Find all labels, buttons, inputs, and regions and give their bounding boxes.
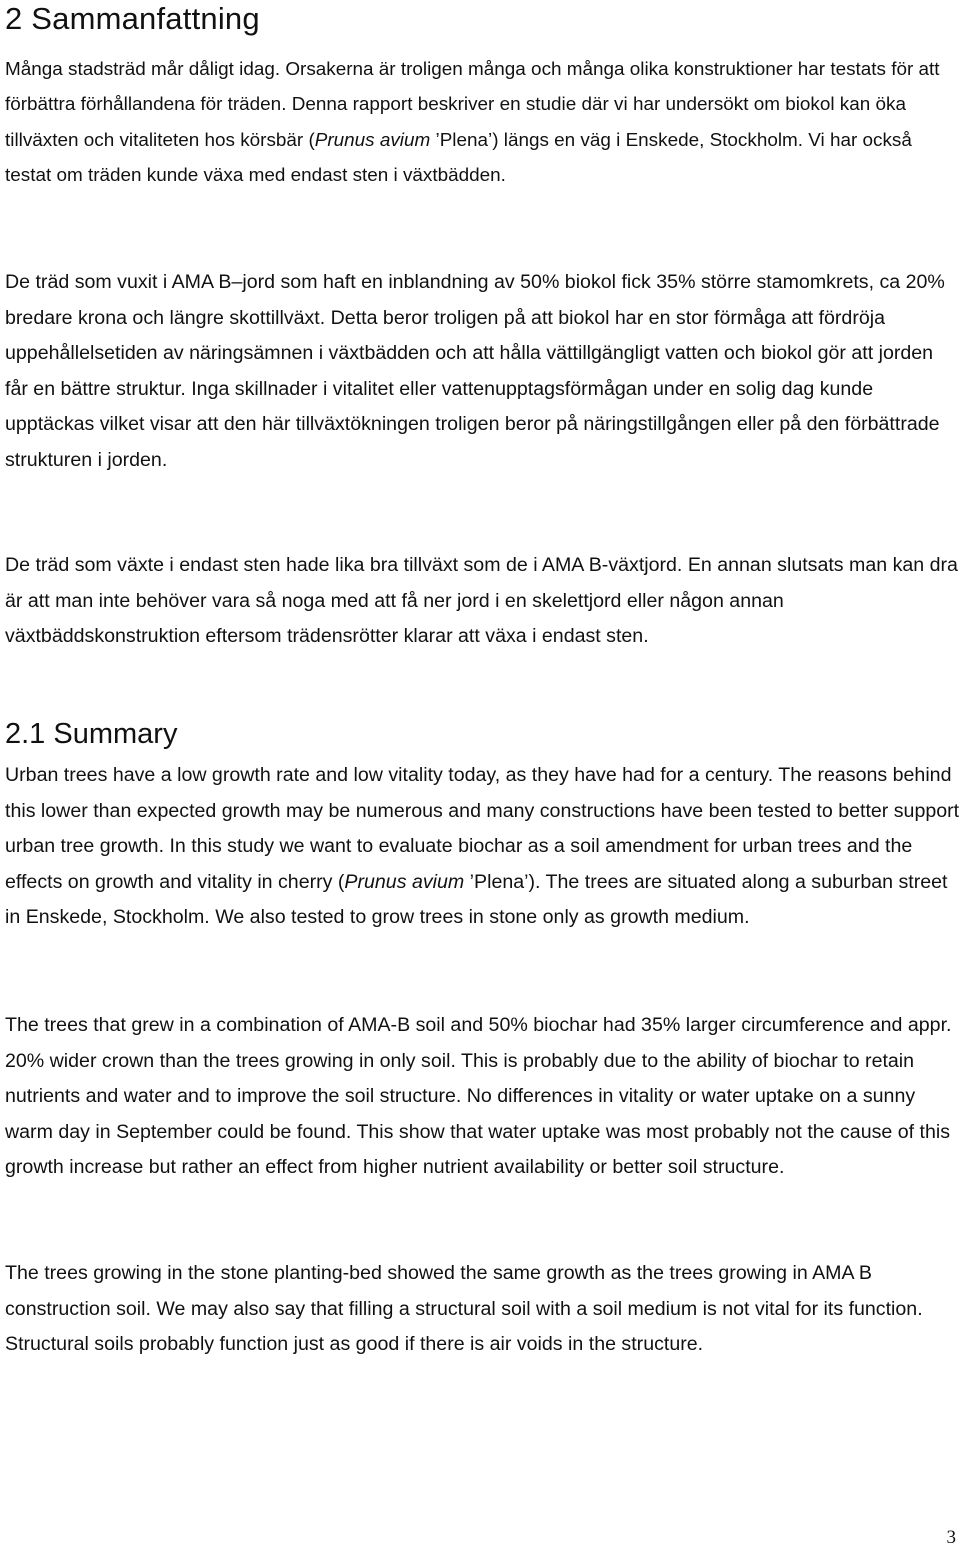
english-paragraph-1	[5, 758, 960, 936]
swedish-paragraph-1-species: Prunus avium	[314, 129, 431, 151]
english-paragraph-1-species: Prunus avium	[344, 870, 465, 893]
english-paragraph-1-text-b: ’Plena’). The trees are situated along a suburban street in Enskede, Stockholm. We also tested to grow trees in stone only as growth medium.	[5, 870, 948, 928]
swedish-paragraph-1	[5, 52, 960, 194]
english-paragraph-2: The trees that grew in a combination of AMA-B soil and 50% biochar had 35% larger circumference and appr. 20% wider crown than the trees growing in only soil. This is probably due to the ability of biochar to retain nutrients and water and to improve the soil structure. No differences in vitality or water uptake on a sunny warm day in September could be found. This show that water uptake was most probably not the cause of this growth increase but rather an effect from higher nutrient availability or better soil structure.	[5, 1014, 952, 1178]
subsection-heading: 2.1 Summary	[5, 718, 178, 750]
page-number: 3	[946, 1527, 956, 1548]
swedish-paragraph-1-text-b: ’Plena’) längs en väg i Enskede, Stockholm. Vi har också testat om träden kunde växa med endast sten i växtbädden.	[5, 129, 912, 187]
swedish-paragraph-1-text-a: Många stadsträd mår dåligt idag. Orsakerna är troligen många och många olika konstruktioner har testats för att förbättra förhållandena för träden. Denna rapport beskriver en studie där vi har undersökt om biokol kan öka tillväxten och vitaliteten hos körsbär (	[5, 59, 940, 151]
swedish-paragraph-3: De träd som växte i endast sten hade lika bra tillväxt som de i AMA B-växtjord. En annan slutsats man kan dra är att man inte behöver vara så noga med att få ner jord i en skelettjord eller någon annan växtbäddskonstruktion eftersom trädensrötter klarar att växa i endast sten.	[5, 554, 958, 647]
english-paragraph-3: The trees growing in the stone planting-bed showed the same growth as the trees growing in AMA B construction soil. We may also say that filling a structural soil with a soil medium is not vital for its function. Structural soils probably function just as good if there is air voids in the structure.	[5, 1262, 923, 1355]
swedish-paragraph-2: De träd som vuxit i AMA B–jord som haft en inblandning av 50% biokol fick 35% större stamomkrets, ca 20% bredare krona och längre skottillväxt. Detta beror troligen på att biokol har en stor förmåga att fördröja uppehållelsetiden av näringsämnen i växtbädden och att hålla vättillgängligt vatten och biokol gör att jorden får en bättre struktur. Inga skillnader i vitalitet eller vattenupptagsförmågan under en solig dag kunde upptäckas vilket visar att den här tillväxtökningen troligen beror på näringstillgången eller på den förbättrade strukturen i jorden.	[5, 271, 945, 471]
section-heading: 2 Sammanfattning	[5, 1, 260, 36]
english-paragraph-1-text-a: Urban trees have a low growth rate and low vitality today, as they have had for a century. The reasons behind this lower than expected growth may be numerous and many constructions have been tested to better support urban tree growth. In this study we want to evaluate biochar as a soil amendment for urban trees and the effects on growth and vitality in cherry (	[5, 764, 960, 893]
